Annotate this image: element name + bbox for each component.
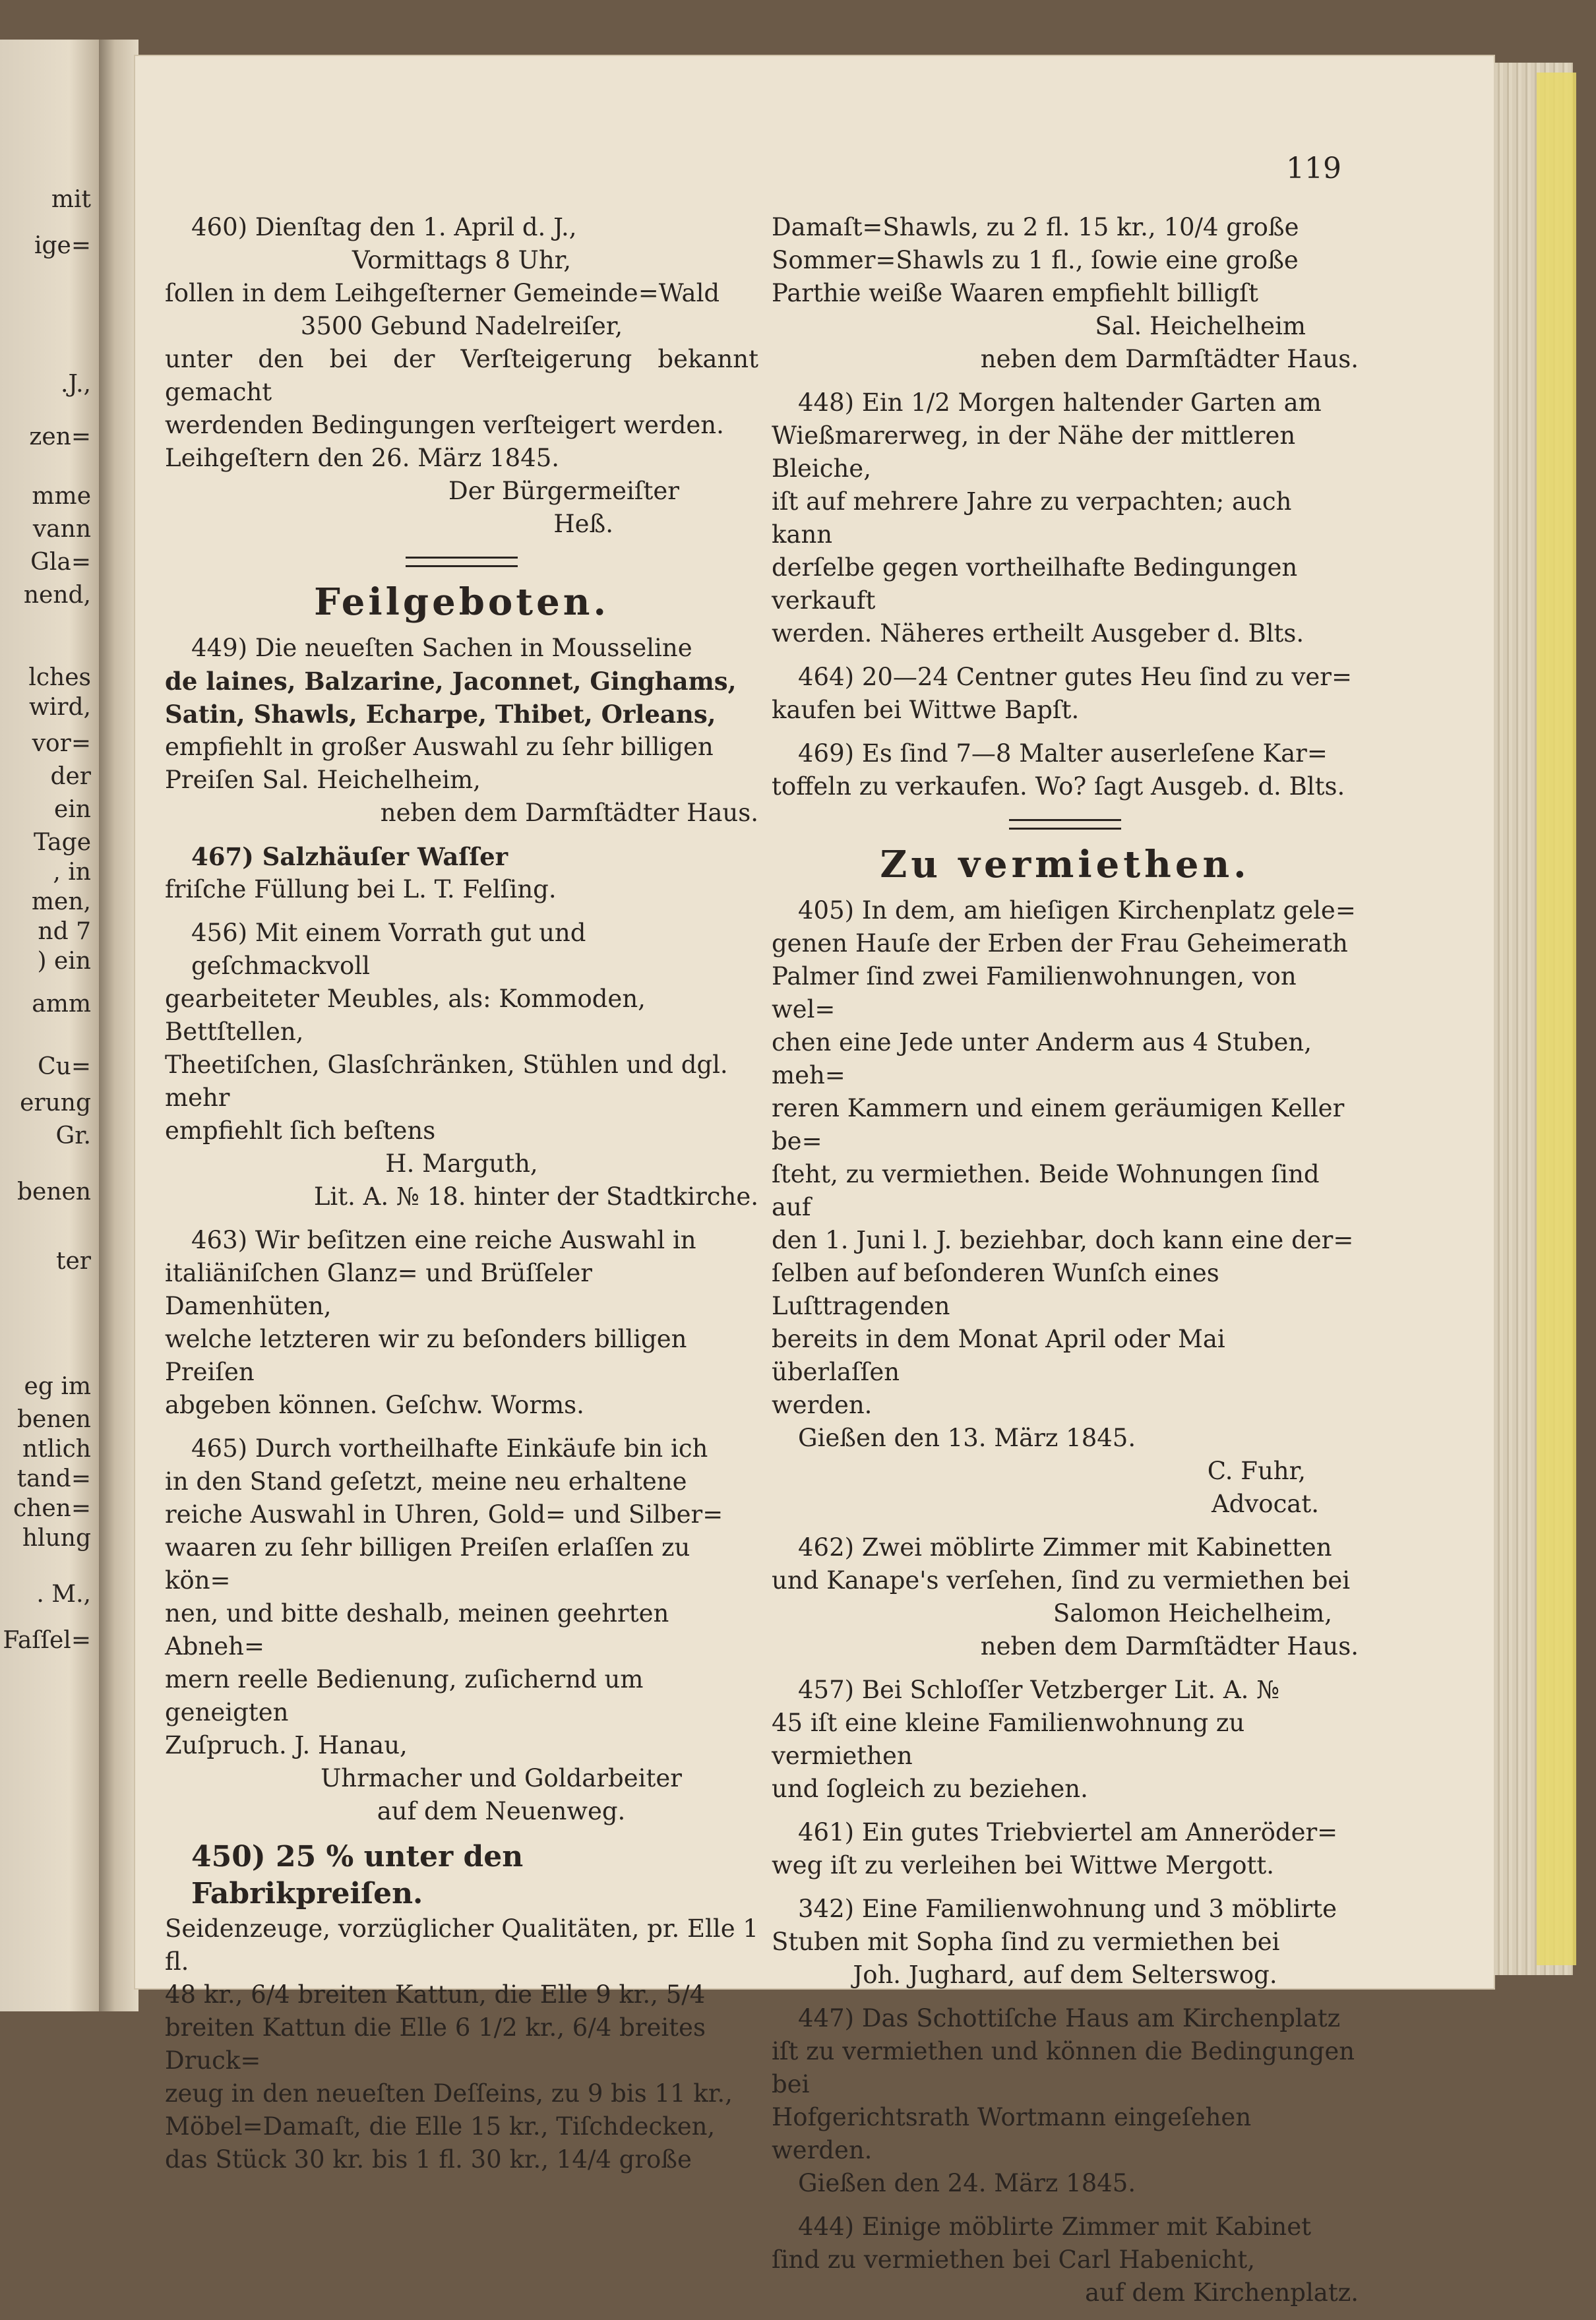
ad-462 [772,1531,1359,1663]
heading-feilgeboten: Feilgeboten. [314,580,609,624]
left-page-fragment: .J., [61,371,91,398]
left-page-fragment: der [50,763,91,790]
ad-line: welche letzteren wir zu beſonders billigen Preiſen [165,1325,687,1386]
ad-457 [772,1674,1359,1806]
ad-line: Der Bürgermeiſter [448,477,679,505]
ad-line: Stuben mit Sopha ſind zu vermiethen bei [772,1928,1280,1956]
page-number: 119 [1286,152,1341,185]
ad-449 [165,632,758,830]
heading-zu-vermiethen: Zu vermiethen. [880,843,1250,886]
ad-line: 457) Bei Schloſſer Vetzberger Lit. A. № [798,1676,1280,1704]
ad-line: 447) Das Schottiſche Haus am Kirchenplatz [798,2004,1341,2032]
ad-line: abgeben können. Geſchw. Worms. [165,1391,584,1419]
left-page-fragment: eg im [24,1373,91,1400]
ad-line: 469) Es ſind 7—8 Malter auserleſene Kar= [798,739,1328,768]
ad-line: 448) Ein 1/2 Morgen haltender Garten am [798,388,1322,417]
ad-line: Uhrmacher und Goldarbeiter [321,1764,682,1792]
ad-464 [772,661,1359,727]
ad-line: Sal. Heichelheim [1095,312,1306,340]
ad-342 [772,1893,1359,1992]
left-page-fragment: Tage [33,829,91,856]
left-page-fragment: benen [16,1178,91,1206]
ad-line: 3500 Gebund Nadelreiſer, [300,312,623,340]
ad-line: neben dem Darmſtädter Haus. [980,1632,1359,1661]
left-page-fragment: Faſſel= [3,1627,91,1654]
ad-line: gearbeiteter Meubles, als: Kommoden, Bettſtellen, [165,985,646,1046]
ad-469 [772,737,1359,803]
ad-line: Wießmarerweg, in der Nähe der mittleren Bleiche, [772,421,1296,483]
left-page-fragment: nd 7 [38,918,91,945]
ad-line: 456) Mit einem Vorrath gut und geſchmackvoll [191,919,586,980]
ad-line: breiten Kattun die Elle 6 1/2 kr., 6/4 breites Druck= [165,2013,706,2075]
ad-467 [165,840,758,906]
ad-line: Preiſen Sal. Heichelheim, [165,766,481,794]
left-column [165,211,758,2187]
ad-line: 465) Durch vortheilhafte Einkäufe bin ich [191,1434,708,1463]
left-page-fragment: vor= [32,730,91,757]
ad-line: und Kanape's verſehen, ſind zu vermiethen bei [772,1566,1351,1595]
section-rule [406,557,518,567]
ad-line: iſt zu vermiethen und können die Bedingungen bei [772,2037,1355,2098]
ad-463 [165,1224,758,1422]
ad-line: und ſogleich zu beziehen. [772,1775,1088,1803]
left-page-fragment: hlung [22,1525,91,1552]
ad-line: empfiehlt ſich beſtens [165,1116,436,1145]
left-page-fragment: nend, [23,582,91,609]
ad-line: 449) Die neueſten Sachen in Mousseline [191,634,692,662]
ad-450 [165,1839,758,2176]
ad-line: kaufen bei Wittwe Bapſt. [772,696,1080,724]
ad-line: werdenden Bedingungen verſteigert werden. [165,411,724,439]
left-page-fragment: zen= [29,423,91,450]
left-page-fragment: wird, [28,694,91,721]
ad-465 [165,1432,758,1828]
left-page-fragment: men, [31,888,91,915]
left-page-fragment: chen= [13,1495,91,1522]
ad-456 [165,917,758,1213]
right-column [772,211,1359,2320]
ad-line: ſollen in dem Leihgeſterner Gemeinde=Wald [165,279,720,307]
left-page-fragment: ter [56,1248,91,1275]
ad-line: 342) Eine Familienwohnung und 3 möblirte [798,1895,1337,1923]
ad-line: Gießen den 13. März 1845. [798,1424,1136,1452]
left-page-fragment: ) ein [37,948,91,975]
ad-line: chen eine Jede unter Anderm aus 4 Stuben, meh= [772,1028,1312,1089]
ad-line: neben dem Darmſtädter Haus. [380,799,758,827]
ad-444 [772,2211,1359,2309]
ad-460 [165,211,758,541]
left-page-fragment: amm [32,991,91,1018]
ad-line: 450) 25 % unter den Fabrikpreiſen. [191,1840,524,1910]
ad-line: werden. Näheres ertheilt Ausgeber d. Blts. [772,619,1304,648]
ad-line: reren Kammern und einem geräumigen Keller be= [772,1094,1345,1155]
ad-line: Gießen den 24. März 1845. [798,2169,1136,2197]
ad-line: ſelben auf beſonderen Wunſch eines Luſttragenden [772,1259,1219,1320]
ad-line: Heß. [553,510,613,538]
ad-line: auf dem Kirchenplatz. [1085,2278,1359,2307]
left-page-fragment: ntlich [22,1436,91,1463]
left-page-fragment: erung [20,1089,91,1116]
ad-line: Advocat. [1212,1490,1319,1518]
ad-447 [772,2002,1359,2200]
ad-line: Leihgeſtern den 26. März 1845. [165,444,560,472]
ad-line: das Stück 30 kr. bis 1 fl. 30 kr., 14/4 große [165,2145,692,2174]
left-page-fragment: ein [53,796,91,823]
ad-line: waaren zu ſehr billigen Preiſen erlaſſen zu kön= [165,1533,691,1595]
ad-line: empfiehlt in großer Auswahl zu ſehr billigen [165,733,714,761]
ad-448 [772,386,1359,650]
ad-line: Theetiſchen, Glasſchränken, Stühlen und dgl. mehr [165,1051,728,1112]
ad-line: italiäniſchen Glanz= und Brüſſeler Damenhüten, [165,1259,592,1320]
ad-line: 405) In dem, am hieſigen Kirchenplatz gele= [798,896,1356,925]
ad-line: Palmer ſind zwei Familienwohnungen, von wel= [772,962,1297,1023]
left-page-fragment: Gla= [30,549,91,576]
ad-line: 463) Wir beſitzen eine reiche Auswahl in [191,1226,696,1254]
ad-line: Vormittags 8 Uhr, [352,246,572,274]
ad-line: C. Fuhr, [1207,1457,1306,1485]
ad-line: mern reelle Bedienung, zuſichernd um geneigten [165,1665,644,1726]
ad-line: neben dem Darmſtädter Haus. [980,345,1359,373]
ad-line: auf dem Neuenweg. [377,1797,626,1825]
ad-line: 45 iſt eine kleine Familienwohnung zu vermiethen [772,1709,1245,1770]
left-page-fragment: lches [28,664,91,691]
left-facing-page [0,40,99,2011]
left-page-fragment: Gr. [55,1122,91,1149]
ad-line: unter den bei der Verſteigerung bekannt gemacht [165,345,758,406]
ad-line: H. Marguth, [385,1149,538,1178]
left-page-fragment: , in [53,859,91,886]
ad-line: de laines, Balzarine, Jaconnet, Ginghams, [165,667,737,696]
ad-line: Hofgerichtsrath Wortmann eingeſehen werden. [772,2103,1252,2164]
ad-line: ſind zu vermiethen bei Carl Habenicht, [772,2245,1255,2274]
ad-line: toffeln zu verkaufen. Wo? ſagt Ausgeb. d. Blts. [772,772,1345,801]
left-page-fragment: vann [32,516,91,543]
ad-line: bereits in dem Monat April oder Mai überlaſſen [772,1325,1225,1386]
ad-line: in den Stand geſetzt, meine neu erhaltene [165,1467,687,1496]
ad-line: weg iſt zu verleihen bei Wittwe Mergott. [772,1851,1275,1879]
ad-line: 467) Salzhäuſer Waſſer [191,842,508,871]
ad-line: 462) Zwei möblirte Zimmer mit Kabinetten [798,1533,1332,1562]
ad-461 [772,1816,1359,1882]
ad-line: derſelbe gegen vortheilhafte Bedingungen verkauft [772,553,1298,615]
ad-line: friſche Füllung bei L. T. Felſing. [165,875,557,903]
ad-line: nen, und bitte deshalb, meinen geehrten Abneh= [165,1599,669,1661]
ad-line: Damaſt=Shawls, zu 2 fl. 15 kr., 10/4 große [772,213,1299,241]
page-edge-tint [1537,73,1576,1965]
ad-450-continued [772,211,1359,376]
ad-line: Salomon Heichelheim, [1053,1599,1332,1628]
ad-line: 461) Ein gutes Triebviertel am Anneröder= [798,1818,1338,1847]
ad-line: Satin, Shawls, Echarpe, Thibet, Orleans, [165,700,716,729]
ad-405 [772,894,1359,1521]
ad-line: Lit. A. № 18. hinter der Stadtkirche. [313,1182,758,1211]
ad-line: 464) 20—24 Centner gutes Heu ſind zu ver= [798,663,1352,691]
left-page-fragment: tand= [16,1465,91,1492]
ad-line: 460) Dienſtag den 1. April d. J., [191,213,577,241]
left-page-fragment: Cu= [38,1053,91,1080]
ad-line: Joh. Jughard, auf dem Selterswog. [853,1961,1277,1989]
ad-line: den 1. Juni l. J. beziehbar, doch kann eine der= [772,1226,1354,1254]
ad-line: reiche Auswahl in Uhren, Gold= und Silber= [165,1500,723,1529]
left-page-fragment: benen [16,1406,91,1433]
ad-line: genen Hauſe der Erben der Frau Geheimerath [772,929,1348,958]
ad-line: Möbel=Damaſt, die Elle 15 kr., Tiſchdecken, [165,2112,716,2141]
ad-line: Seidenzeuge, vorzüglicher Qualitäten, pr. Elle 1 fl. [165,1914,758,1976]
ad-line: werden. [772,1391,873,1419]
ad-line: ſteht, zu vermiethen. Beide Wohnungen ſind auf [772,1160,1320,1221]
ad-line: zeug in den neueſten Deſſeins, zu 9 bis 11 kr., [165,2079,733,2108]
book-gutter [99,40,138,2011]
ad-line: iſt auf mehrere Jahre zu verpachten; auch kann [772,487,1292,549]
left-page-fragment: ige= [34,232,91,259]
left-page-fragment: mit [51,186,91,213]
left-page-fragment: . M., [36,1581,91,1608]
section-rule [1009,819,1121,830]
ad-line: Zuſpruch. J. Hanau, [165,1731,408,1759]
ad-line: 444) Einige möblirte Zimmer mit Kabinet [798,2213,1312,2241]
ad-line: Sommer=Shawls zu 1 fl., ſowie eine große [772,246,1299,274]
left-page-fragment: mme [32,483,91,510]
ad-line: Parthie weiße Waaren empfiehlt billigſt [772,279,1258,307]
ad-line: 48 kr., 6/4 breiten Kattun, die Elle 9 kr., 5/4 [165,1980,706,2009]
